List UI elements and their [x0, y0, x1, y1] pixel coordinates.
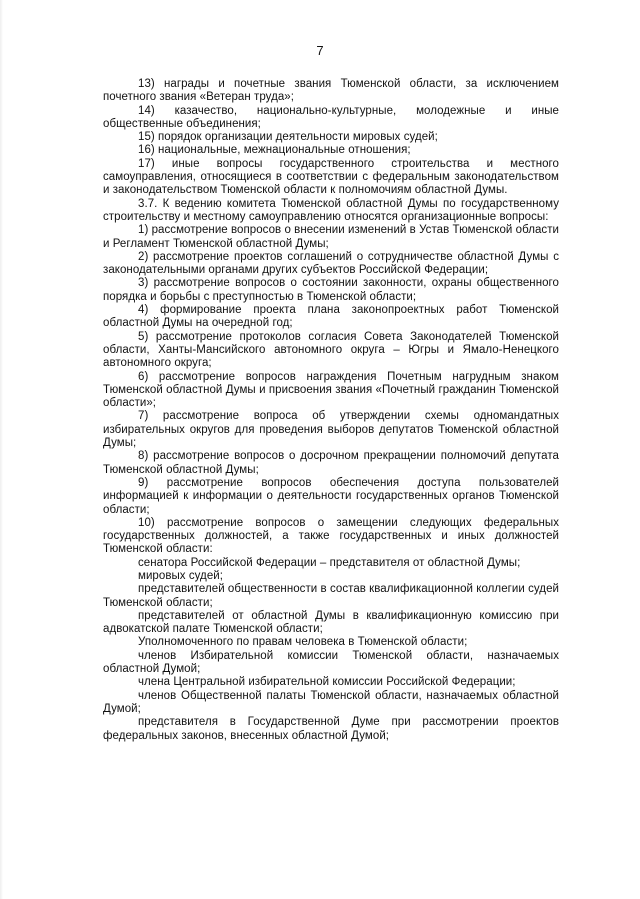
paragraph: 1) рассмотрение вопросов о внесении изменений в Устав Тюменской области и Регламент Тюменской областной Думы;: [103, 224, 559, 250]
page-number: 7: [316, 43, 324, 58]
paragraph: 5) рассмотрение протоколов согласия Совета Законодателей Тюменской области, Ханты-Мансийского автономного округа – Югры и Ямало-Ненецкого автономного округа;: [103, 330, 559, 370]
paragraph: 3) рассмотрение вопросов о состоянии законности, охраны общественного порядка и борьбы с преступностью в Тюменской области;: [103, 277, 559, 303]
scan-edge: [0, 0, 3, 899]
paragraph: 8) рассмотрение вопросов о досрочном прекращении полномочий депутата Тюменской областной Думы;: [103, 450, 559, 476]
paragraph: 17) иные вопросы государственного строительства и местного самоуправления, относящиеся в соответствии с федеральным законодательством и законодательством Тюменской области к полномочиям областной Думы.: [103, 157, 559, 197]
paragraph: представителя в Государственной Думе при рассмотрении проектов федеральных законов, внесенных областной Думой;: [103, 716, 559, 742]
paragraph: членов Общественной палаты Тюменской области, назначаемых областной Думой;: [103, 689, 559, 715]
paragraph: сенатора Российской Федерации – представителя от областной Думы;: [138, 556, 521, 569]
paragraph: 10) рассмотрение вопросов о замещении следующих федеральных государственных должностей, а также государственных и иных должностей Тюменской области:: [103, 516, 559, 556]
paragraph: представителей общественности в состав квалификационной коллегии судей Тюменской области;: [103, 583, 559, 609]
paragraph: 2) рассмотрение проектов соглашений о сотрудничестве областной Думы с законодательными органами других субъектов Российской Федерации;: [103, 250, 559, 277]
paragraph: 4) формирование проекта плана законопроектных работ Тюменской областной Думы на очередной год;: [103, 304, 559, 330]
paragraph: представителей от областной Думы в квалификационную комиссию при адвокатской палате Тюменской области;: [103, 609, 559, 636]
paragraph: 14) казачество, национально-культурные, молодежные и иные общественные объединения;: [103, 104, 559, 130]
paragraph: 3.7. К ведению комитета Тюменской областной Думы по государственному строительству и местному самоуправлению относятся организационные вопросы:: [103, 197, 559, 223]
paragraph: 9) рассмотрение вопросов обеспечения доступа пользователей информацией к информации о деятельности государственных органов Тюменской области;: [103, 476, 559, 516]
paragraph: членов Избирательной комиссии Тюменской области, назначаемых областной Думой;: [103, 649, 559, 676]
paragraph: мировых судей;: [138, 569, 223, 582]
paragraph: 6) рассмотрение вопросов награждения Почетным нагрудным знаком Тюменской областной Думы и присвоения звания «Почетный гражданин Тюменской области»;: [103, 370, 559, 410]
paragraph: 16) национальные, межнациональные отношения;: [138, 144, 411, 157]
paragraph: Уполномоченного по правам человека в Тюменской области;: [138, 636, 468, 649]
document-body: [103, 78, 559, 743]
paragraph: 13) награды и почетные звания Тюменской области, за исключением почетного звания «Ветеран труда»;: [103, 78, 559, 104]
paragraph: 7) рассмотрение вопроса об утверждении схемы одномандатных избирательных округов для проведения выборов депутатов Тюменской областной Думы;: [103, 410, 559, 450]
paragraph: члена Центральной избирательной комиссии Российской Федерации;: [138, 676, 516, 689]
paragraph: 15) порядок организации деятельности мировых судей;: [138, 131, 438, 144]
